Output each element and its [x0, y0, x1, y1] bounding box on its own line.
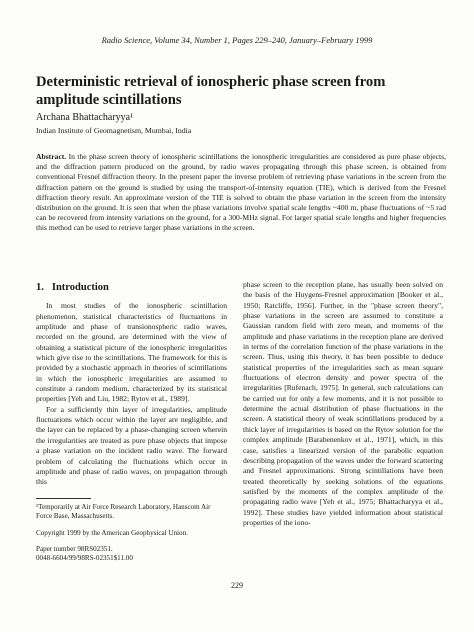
left-column: [36, 280, 227, 563]
paragraph: In most studies of the ionospheric scintillation phenomenon, statistical characteristics of fluctuations in amplitude and phase of transionospheric radio waves, recorded on the ground, are determined with the view of obtaining a statistical picture of the ionospheric irregularities which give rise to the scintillations. The framework for this is provided by a stochastic approach in theories of scintillations in which the ionospheric irregularities are assumed to constitute a random medium, characterized by its statistical properties [Yeh and Liu, 1982; Rytov et al., 1989].: [36, 301, 227, 404]
paper-number: Paper number 98RS02351.: [36, 544, 113, 553]
right-column: [243, 280, 443, 528]
section-number: 1.: [36, 282, 44, 293]
journal-header: Radio Science, Volume 34, Number 1, Pages 229–240, January–February 1999: [101, 35, 373, 45]
paragraph: phase screen to the reception plane, has usually been solved on the basis of the Huygens-Fresnel approximation [Booker et al., 1950; Ratcliffe, 1956]. Further, in the "phase screen theory", phase variations in the screen are assumed to constitute a Gaussian random field with zero mean, and moments of the amplitude and phase variations in the reception plane are derived in terms of the correlation function of the phase variations in the screen. Thus, using this theory, it has been possible to deduce statistical properties of the irregularities such as mean square fluctuations of electron density and power spectra of the irregularities [Rufenach, 1975]. In general, such calculations can be carried out for only a few moments, and it is not possible to determine the actual distribution of phase fluctuations in the screen. A statistical theory of weak scintillations produced by a thick layer of irregularities is based on the Rytov solution for the complex amplitude [Barabenenkov et al., 1971], which, in this case, satisfies a linearized version of the parabolic equation describing propagation of the waves under the forward scattering and Fresnel approximations. Strong scintillations have been treated theoretically by seeking solutions of the equations satisfied by the moments of the complex amplitude of the propagating radio wave [Yeh et al., 1975; Bhattacharyya et al., 1992]. These studies have yielded information about statistical properties of the iono-: [243, 280, 443, 527]
copyright-notice: Copyright 1999 by the American Geophysical Union.: [36, 528, 188, 537]
footnote: ¹Temporarily at Air Force Research Laboratory, Hanscom Air Force Base, Massachusetts.: [36, 502, 211, 520]
page-number: 229: [231, 581, 243, 590]
abstract-text: In the phase screen theory of ionospheric scintillations the ionospheric irregularities are considered as pure phase objects, and the diffraction pattern produced on the ground, by radio waves propagating through this phase screen, is obtained from conventional Fresnel diffraction theory. In the present paper the inverse problem of retrieving phase variations in the screen from the diffraction pattern on the ground is studied by using the transport-of-intensity equation (TIE), which is derived from the Fresnel diffraction theory result. An approximate version of the TIE is solved to obtain the phase variation in the screen from the intensity distribution on the ground. It is seen that when the phase variations involve spatial scale lengths ~400 m, phase fluctuations of ~5 rad can be recovered from intensity variations on the ground, for a 300-MHz signal. For larger spatial scale lengths and higher frequencies this method can be used to retrieve larger phase variations in the screen.: [36, 152, 446, 233]
author-name: Archana Bhattacharyya¹: [36, 112, 134, 123]
section-title: Introduction: [51, 282, 109, 293]
author-affiliation: Indian Institute of Geomagnetism, Mumbai, India: [36, 126, 192, 135]
section-heading: [36, 283, 227, 293]
abstract: [36, 152, 446, 234]
paragraph: For a sufficiently thin layer of irregularities, amplitude fluctuations which occur within the layer are negligible, and the layer can be replaced by a phase-changing screen wherein the irregularities are treated as pure phase objects that impose a phase variation on the incident radio wave. The forward problem of calculating the fluctuations which occur in amplitude and phase of radio waves, on propagation through this: [36, 404, 227, 487]
article-title: Deterministic retrieval of ionospheric phase screen from amplitude scintillations: [36, 74, 386, 108]
abstract-label: Abstract.: [36, 152, 67, 161]
footnote-rule: [36, 498, 91, 499]
issn-line: 0048-6604/99/98RS-02351$11.00: [36, 553, 133, 562]
